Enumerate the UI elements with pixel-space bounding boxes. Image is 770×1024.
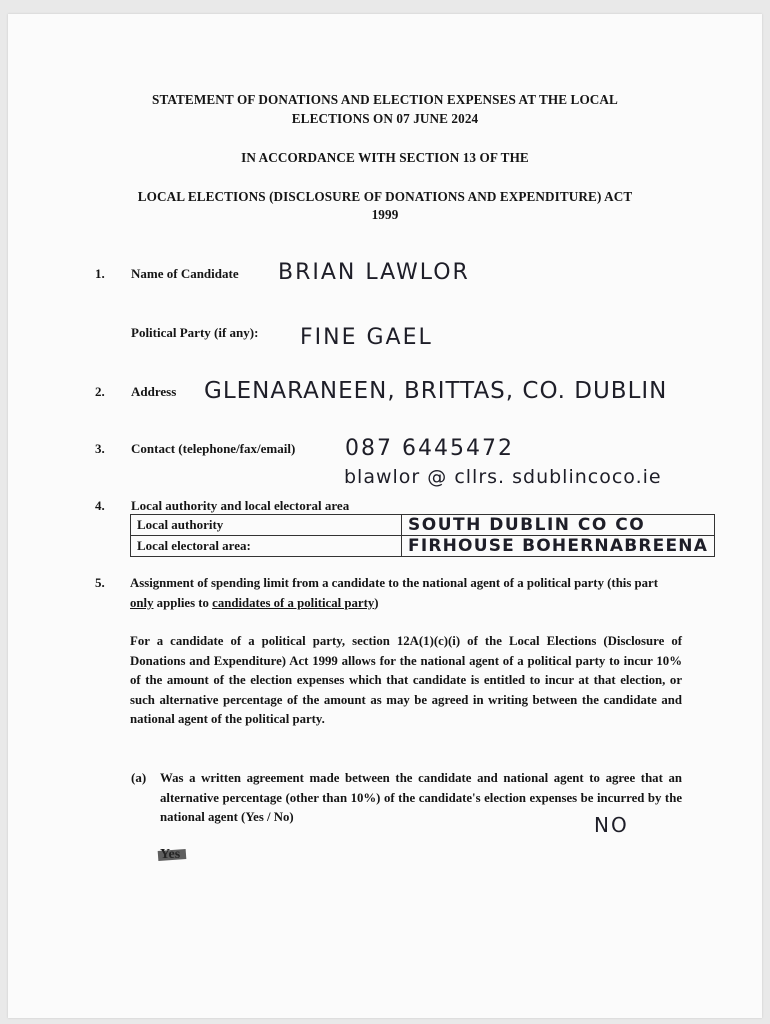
address-value: GLENARANEEN, BRITTAS, CO. DUBLIN	[204, 378, 668, 404]
title-line-4: LOCAL ELECTIONS (DISCLOSURE OF DONATIONS AND EXPENDITURE) ACT	[137, 189, 633, 204]
section-5-title-only: only	[130, 595, 154, 610]
electoral-area-handwriting: FIRHOUSE BOHERNABREENA	[408, 536, 709, 556]
party-label: Political Party (if any):	[131, 325, 259, 340]
section-5-title-text: Assignment of spending limit from a candidate to the national agent of a political party (this part	[130, 576, 658, 590]
local-authority-value	[402, 515, 715, 536]
title-line-2: ELECTIONS ON 07 JUNE 2024	[291, 111, 479, 126]
strike-mark	[158, 849, 187, 861]
section-5-title-candidates: candidates of a political party	[212, 595, 375, 610]
struck-yes	[160, 847, 180, 863]
question-a-label: (a)	[131, 770, 147, 785]
address-label: Address	[131, 384, 177, 399]
title-line-1: STATEMENT OF DONATIONS AND ELECTION EXPENSES AT THE LOCAL	[152, 92, 618, 107]
contact-phone: 087 6445472	[345, 436, 514, 461]
local-authority-handwriting: SOUTH DUBLIN CO CO	[408, 515, 646, 535]
section-1-number: 1.	[95, 266, 105, 281]
table-row	[131, 536, 715, 557]
electoral-area-value	[402, 536, 715, 557]
authority-table	[130, 514, 715, 557]
question-a-text: Was a written agreement made between the candidate and national agent to agree that an alternative percentage (other than 10%) of the candidate's election expenses be incurred by the national agent (Yes / No)	[160, 771, 682, 824]
candidate-name-label: Name of Candidate	[131, 266, 239, 281]
party-value: FINE GAEL	[300, 325, 433, 350]
section-5-title	[130, 574, 682, 613]
electoral-area-label: Local electoral area:	[131, 536, 402, 557]
contact-label: Contact (telephone/fax/email)	[131, 441, 296, 456]
contact-email: blawlor @ cllrs. sdublincoco.ie	[344, 466, 662, 488]
authority-heading: Local authority and local electoral area	[131, 498, 350, 513]
table-row	[131, 515, 715, 536]
section-5-body: For a candidate of a political party, section 12A(1)(c)(i) of the Local Elections (Disclosure of Donations and Expenditure) Act 1999 allows for the national agent of a political party to incur 10% of the amount of the election expenses which that candidate is entitled to incur at that election, or such alternative percentage of the amount as may be agreed in writing between the candidate and national agent of the political party.	[130, 634, 682, 726]
section-2-number: 2.	[95, 384, 105, 399]
section-5-title-mid: applies to	[153, 595, 213, 610]
document-page	[8, 14, 762, 1018]
title-line-5: 1999	[371, 207, 399, 222]
title-line-3: IN ACCORDANCE WITH SECTION 13 OF THE	[241, 150, 529, 165]
candidate-name-value: BRIAN LAWLOR	[278, 260, 470, 285]
section-5-title-close: )	[374, 595, 379, 610]
section-5-number: 5.	[95, 575, 105, 590]
question-a-answer: NO	[594, 813, 629, 837]
section-3-number: 3.	[95, 441, 105, 456]
local-authority-label: Local authority	[131, 515, 402, 536]
section-4-number: 4.	[95, 498, 105, 513]
